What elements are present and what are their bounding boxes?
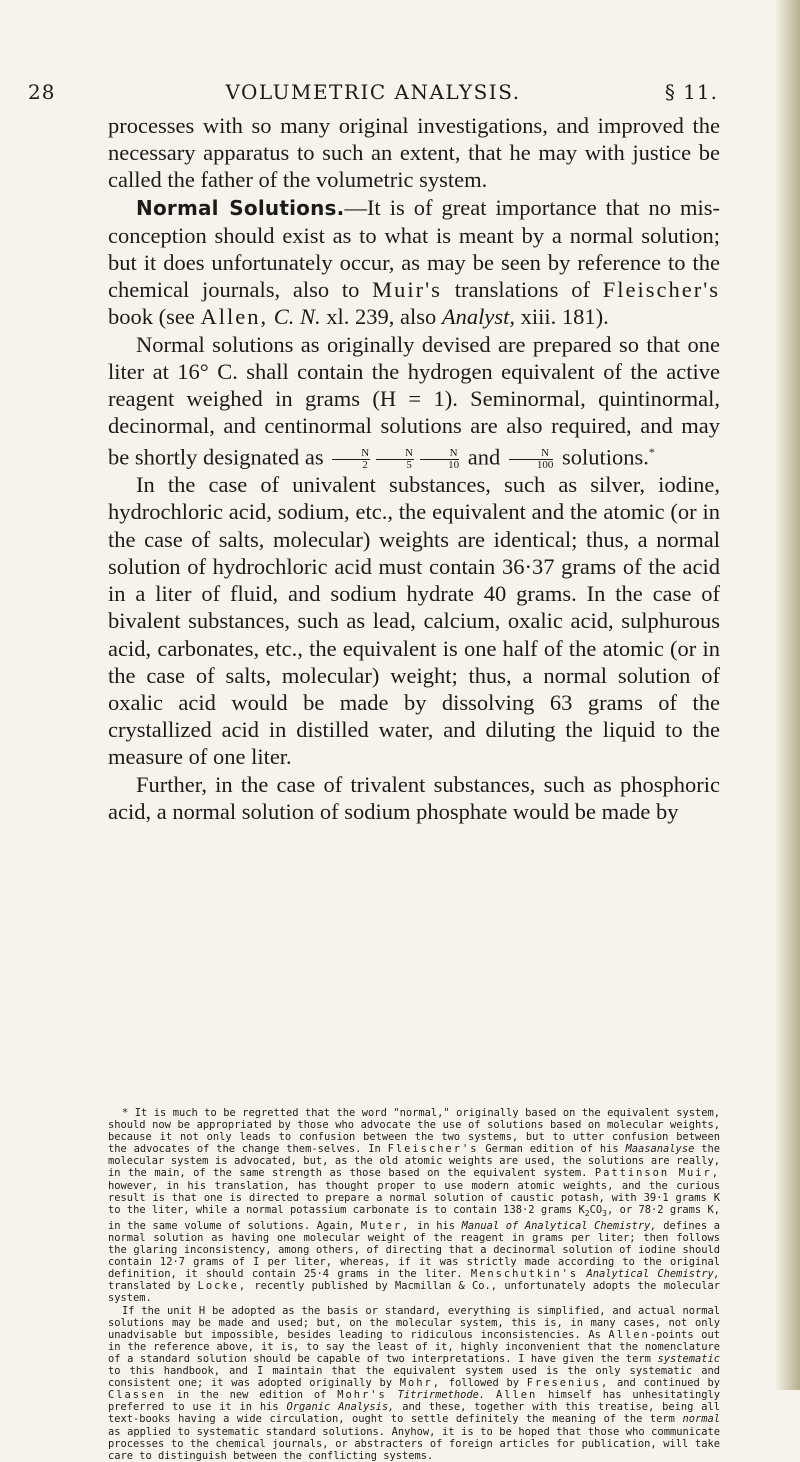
running-title: VOLUMETRIC ANALYSIS. <box>225 80 521 104</box>
paragraph-continued: processes with so many original investigations, and improved the necessary apparatus to such an extent, that he may with justice be called the father of the volumetric system. <box>108 113 720 193</box>
journal-cn: C. N. <box>273 304 321 330</box>
book-spine-edge <box>776 0 800 1390</box>
section-heading-normal-solutions: Normal Solutions. <box>136 195 345 220</box>
footnote-paragraph-2: If the unit H be adopted as the basis or standard, everything is simplified, and actual normal solutions may be made and used; but, on the molecular system, this is, in many cases, not only unadvisable but impossible, besides leading to ridiculous inconsistencies. As Allen-points out in the reference above, it is, to say the least of it, highly inconvenient that the nomenclature of a standard solution should be capable of two interpretations. I have given the term systematic to this handbook, and I maintain that the equivalent system used is the only systematic and consistent one; it was adopted originally by Mohr, followed by Fresenius, and continued by Classen in the new edition of Mohr's Titrirmethode. Allen himself has unhesitatingly preferred to use it in his Organic Analysis, and these, together with this treatise, being all text-books having a wide circulation, ought to settle definitely the meaning of the term normal as applied to systematic standard solutions. Anyhow, it is to be hoped that those who communicate processes to the chemical journals, or abstracters of foreign articles for publication, will take care to distinguish between the conflicting systems. <box>108 1304 720 1462</box>
fraction-n-5: $\frac{N}{5}$ <box>376 448 414 471</box>
paragraph-definition: Normal solutions as originally devised are prepared so that one liter at 16° C. shall contain the hydrogen equivalent of the active reagent weighed in grams (H = 1). Seminormal, quintinormal, decinormal, and centinormal solutions are also required, and may be shortly designated as $\frac{N}{2}$ $\frac{N}{5}$ $\frac{N}{10}$ and $\frac{N}{100}$ solutions.* <box>108 331 720 472</box>
author-fleischer: Fleischer's <box>602 277 721 303</box>
section-number: § 11. <box>664 80 718 104</box>
journal-analyst: Analyst, <box>441 304 515 330</box>
footnote-paragraph-1: * It is much to be regretted that the word "normal," originally based on the equivalent system, should now be appropriated by those who advocate the use of solutions based on molecular weights, because it not only leads to confusion between the two systems, but to utter confusion between the advocates of the change them-selves. In Fleischer's German edition of his Maasanalyse the molecular system is advocated, but, as the old atomic weights are used, the solutions are really, in the main, of the same strength as those based on the equivalent system. Pattinson Muir, however, in his translation, has thought proper to use modern atomic weights, and the curious result is that one is directed to prepare a normal solution of caustic potash, with 39·1 grams K to the liter, while a normal potassium carbonate is to contain 138·2 grams $K_2CO_3$, or 78·2 grams K, in the same volume of solutions. Again, Muter, in his Manual of Analytical Chemistry, defines a normal solution as having one molecular weight of the reagent in grams per liter; then follows the glaring inconsistency, among others, of directing that a decinormal solution of iodine should contain 12·7 grams of I per liter, whereas, if it was strictly made according to the original definition, it should contain 25·4 grams in the liter. Menschutkin's Analytical Chemistry, translated by Locke, recently published by Macmillan & Co., unfortunately adopts the molecular system. <box>108 1107 720 1305</box>
author-allen: Allen, <box>200 304 269 330</box>
footnote-marker: * <box>648 445 655 460</box>
running-header <box>28 80 718 110</box>
fraction-n-100: $\frac{N}{100}$ <box>509 448 554 471</box>
fraction-n-10: $\frac{N}{10}$ <box>420 448 459 471</box>
paragraph-trivalent: Further, in the case of trivalent substances, such as phosphoric acid, a normal solution of sodium phosphate would be made by <box>108 771 720 824</box>
footnote <box>108 1107 720 1462</box>
main-text <box>108 112 720 825</box>
paragraph-normal-solutions: Normal Solutions.—It is of great importance that no mis-conception should exist as to what is meant by a normal solution; but it does unfortunately occur, as may be seen by reference to the chemical journals, also to Muir's translations of Fleischer's book (see Allen, C. N. xl. 239, also Analyst, xiii. 181). <box>108 194 721 330</box>
fraction-n-2: $\frac{N}{2}$ <box>332 448 370 471</box>
author-muir: Muir's <box>372 277 442 303</box>
paragraph-univalent: In the case of univalent substances, such as silver, iodine, hydrochloric acid, sodium, etc., the equivalent and the atomic (or in the case of salts, molecular) weights are identical; thus, a normal solution of hydrochloric acid must contain 36·37 grams of the acid in a liter of fluid, and sodium hydrate 40 grams. In the case of bivalent substances, such as lead, calcium, oxalic acid, sulphurous acid, carbonates, etc., the equivalent is one half of the atomic (or in the case of salts, molecular) weight; thus, a normal solution of oxalic acid would be made by dissolving 63 grams of the crystallized acid in distilled water, and diluting the liquid to the measure of one liter. <box>108 472 720 770</box>
page-number: 28 <box>28 80 56 104</box>
